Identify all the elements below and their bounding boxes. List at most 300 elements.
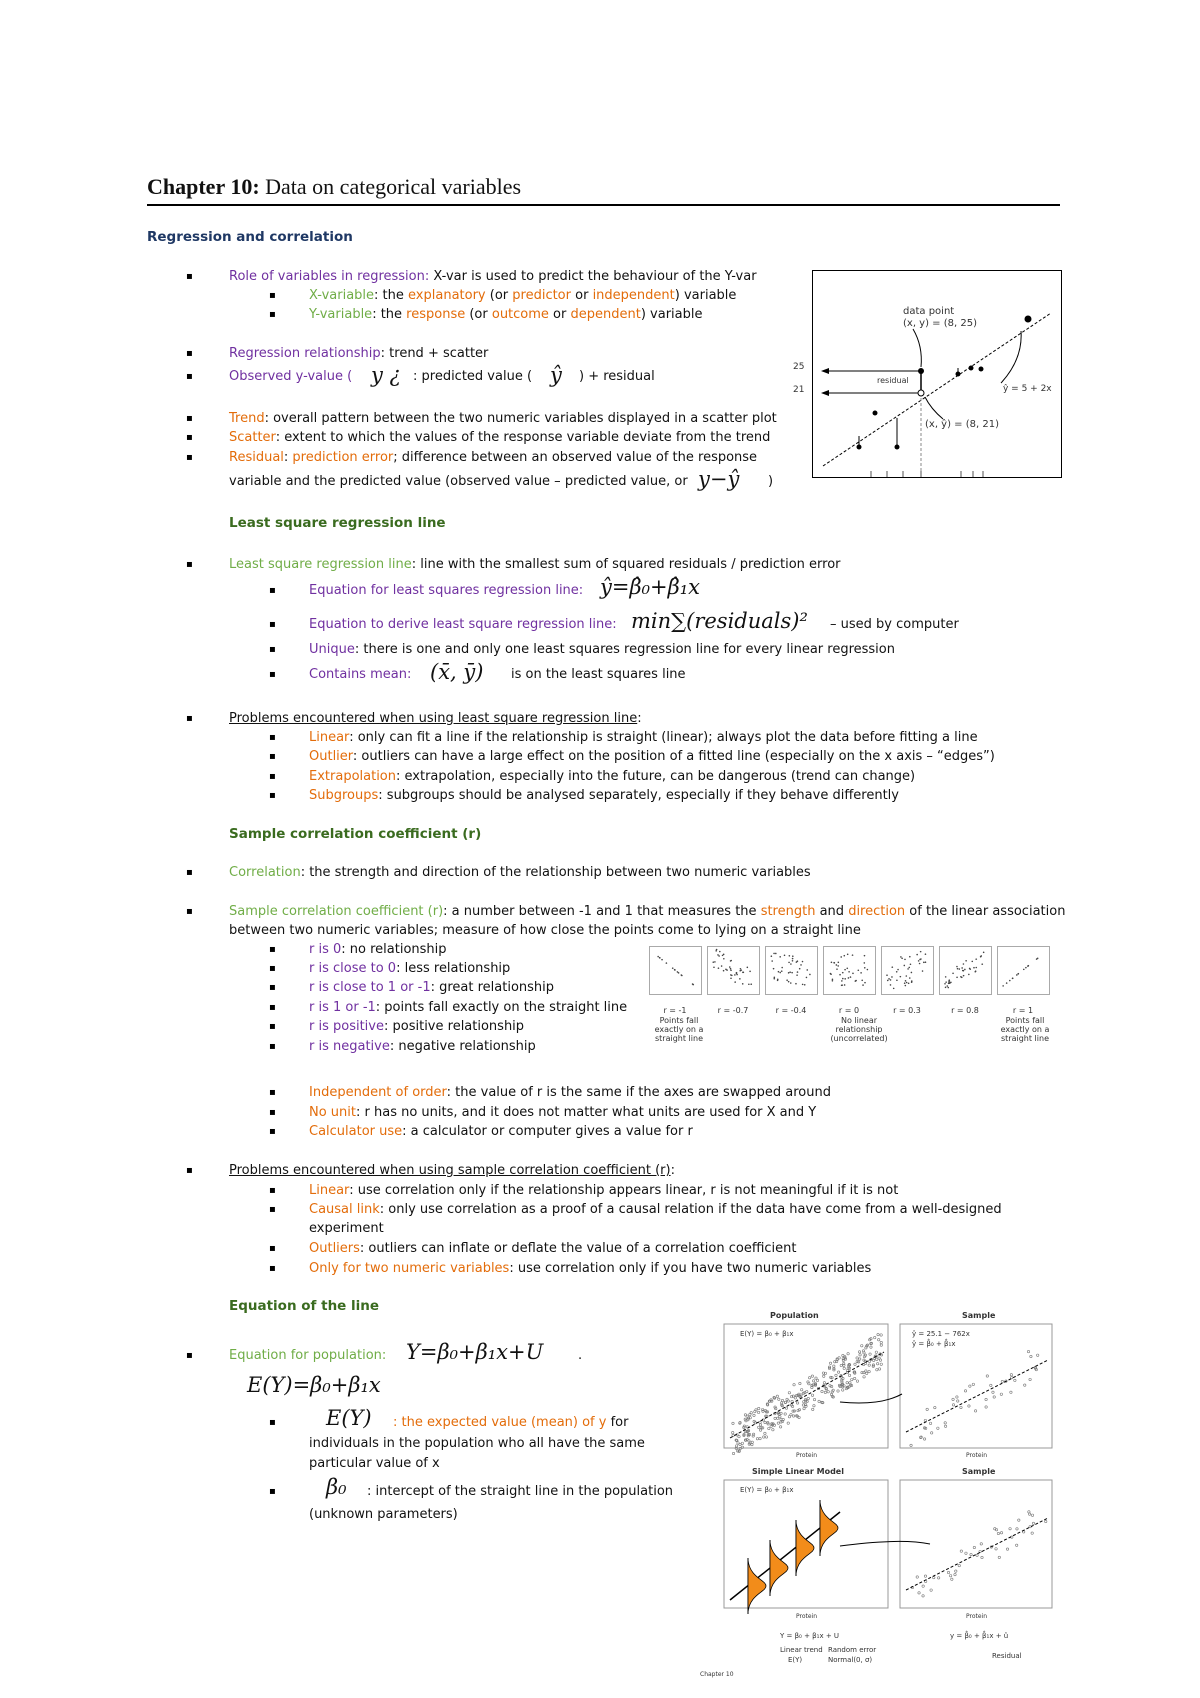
corr-point [964, 969, 966, 971]
corr-point [906, 975, 908, 977]
corr-point [980, 955, 982, 957]
corr-point [891, 966, 893, 968]
scatter-point [873, 411, 878, 416]
corr-point [1006, 982, 1008, 984]
corr-point [903, 965, 905, 967]
observed-mid-text: : predicted value ( [413, 369, 533, 384]
corr-point [1012, 978, 1014, 980]
corr-point [731, 975, 733, 977]
ey-line2: individuals in the population who all have the same [309, 1436, 645, 1451]
corr-point [725, 969, 727, 971]
ey-term-math: E(Y) [326, 1406, 372, 1430]
list-item: ▪ r is close to 1 or -1: great relationship [309, 979, 554, 997]
data-point [918, 368, 924, 374]
corr-point [721, 965, 723, 967]
fig3-xaxis-1: Protein [796, 1452, 818, 1459]
corr-label: r = 0 [838, 1006, 860, 1015]
corr-point [734, 974, 736, 976]
corr-point [968, 974, 970, 976]
corr-point [864, 982, 866, 984]
corr-point [739, 978, 741, 980]
corr-point [797, 971, 799, 973]
corr-point [716, 949, 718, 951]
corr-point [773, 968, 775, 970]
label-arrow [1001, 331, 1021, 383]
corr-point [730, 977, 732, 979]
corr-point [864, 967, 866, 969]
corr-point [843, 955, 845, 957]
corr-point [946, 985, 948, 987]
section-regression: Regression and correlation [147, 229, 353, 245]
corr-point [666, 962, 668, 964]
fig1-line-eq: ŷ = 5 + 2x [1003, 384, 1052, 394]
list-item: ▪ Outlier: outliers can have a large effect on the position of a fitted line (especially on the x axis – “edges”) [309, 748, 995, 766]
corr-point [969, 968, 971, 970]
corr-point [920, 951, 922, 953]
list-item: ▪ Subgroups: subgroups should be analysed separately, especially if they behave differently [309, 787, 899, 805]
corr-point [848, 971, 850, 973]
corr-point [945, 976, 947, 978]
corr-point [790, 982, 792, 984]
pop-equation-math: Y=β₀+β₁x+U [406, 1340, 544, 1364]
corr-label: r = -0.4 [775, 1006, 807, 1015]
corr-point [774, 977, 776, 979]
corr-point [781, 967, 783, 969]
list-item: ▪ Calculator use: a calculator or computer gives a value for r [309, 1123, 693, 1141]
corr-point [832, 978, 834, 980]
scatter-point [732, 1452, 734, 1454]
corr-point [911, 981, 913, 983]
corr-point [890, 984, 892, 986]
corr-point [956, 976, 958, 978]
list-item: ▪ r is close to 0: less relationship [309, 960, 510, 978]
corr-point [800, 964, 802, 966]
corr-point [736, 972, 738, 974]
corr-point [905, 980, 907, 982]
corr-point [867, 969, 869, 971]
residual-figure-svg [813, 271, 1061, 477]
sample2-panel [900, 1480, 1052, 1608]
corr-point [674, 969, 676, 971]
corr-point [747, 967, 749, 969]
corr-point [791, 972, 793, 974]
corr-point [836, 968, 838, 970]
model-figure [700, 1306, 1060, 1682]
corr-point [916, 954, 918, 956]
corr-point [900, 976, 902, 978]
corr-point [748, 983, 750, 985]
corr-point [944, 983, 946, 985]
corr-point [958, 968, 960, 970]
corr-point [846, 967, 848, 969]
corr-panel [998, 947, 1050, 995]
corr-point [945, 981, 947, 983]
corr-point [842, 978, 844, 980]
corr-point [795, 983, 797, 985]
corr-point [792, 955, 794, 957]
corr-point [956, 966, 958, 968]
residual-figure [812, 270, 1062, 478]
corr-point [904, 982, 906, 984]
corr-point [718, 967, 720, 969]
caption-mid: No linear relationship (uncorrelated) [830, 1016, 888, 1043]
corr-point [886, 974, 888, 976]
corr-point [918, 960, 920, 962]
fig3-model-eq: E(Y) = β₀ + β₁x [740, 1486, 794, 1494]
corr-point [796, 974, 798, 976]
list-item [309, 1483, 313, 1501]
corr-point [960, 976, 962, 978]
corr-point [840, 956, 842, 958]
corr-point [896, 971, 898, 973]
fitted-point [918, 390, 924, 396]
corr-point [677, 971, 679, 973]
corr-point [844, 978, 846, 980]
corr-point [792, 960, 794, 962]
corr-point [890, 979, 892, 981]
fig1-y21: 21 [793, 385, 805, 395]
corr-point [962, 970, 964, 972]
label-arrow [925, 397, 943, 419]
ey-line3: particular value of x [309, 1456, 440, 1471]
lsr-derive-math: min∑(residuals)² [631, 609, 808, 633]
fig3-residual: Residual [992, 1652, 1022, 1660]
corr-point [901, 957, 903, 959]
corr-point [657, 956, 659, 958]
list-item: ▪ Equation for least squares regression line: [309, 582, 583, 600]
corr-point [908, 967, 910, 969]
corr-point [789, 955, 791, 957]
corr-point [771, 955, 773, 957]
lsr-mean-text: is on the least squares line [511, 667, 686, 682]
section-least-square: Least square regression line [229, 515, 446, 531]
corr-point [740, 969, 742, 971]
corr-point [847, 954, 849, 956]
corr-point [842, 972, 844, 974]
corr-point [792, 958, 794, 960]
corr-point [788, 962, 790, 964]
list-item: ▪ Correlation: the strength and direction of the relationship between two numeric variables [229, 864, 811, 882]
corr-point [781, 970, 783, 972]
fig3-sample-eq1: ŷ = 25.1 − 762x [912, 1330, 970, 1338]
list-item: ▪ Causal link: only use correlation as a proof of a causal relation if the data have come from a well-designed [309, 1201, 1002, 1219]
fig1-fitted-label: (x, ŷ) = (8, 21) [925, 419, 999, 430]
corr-point [1028, 965, 1030, 967]
corr-point [784, 955, 786, 957]
corr-point [749, 971, 751, 973]
corr-point [714, 961, 716, 963]
corr-point [730, 969, 732, 971]
corr-point [779, 956, 781, 958]
corr-point [802, 984, 804, 986]
corr-point [659, 957, 661, 959]
corr-point [904, 959, 906, 961]
corr-point [908, 982, 910, 984]
corr-point [925, 961, 927, 963]
corr-point [887, 980, 889, 982]
list-item: ▪ Only for two numeric variables: use correlation only if you have two numeric variables [309, 1260, 871, 1278]
corr-point [717, 954, 719, 956]
corr-point [832, 980, 834, 982]
corr-point [838, 962, 840, 964]
corr-point [852, 973, 854, 975]
corr-point [730, 968, 732, 970]
fig3-normal: Normal(0, σ) [828, 1656, 873, 1664]
residual-close: ) [768, 474, 774, 489]
corr-point [862, 984, 864, 986]
corr-point [723, 970, 725, 972]
corr-point [802, 961, 804, 963]
corr-point [834, 962, 836, 964]
corr-point [1016, 974, 1018, 976]
corr-point [836, 964, 838, 966]
corr-point [844, 984, 846, 986]
corr-point [919, 963, 921, 965]
corr-point [844, 969, 846, 971]
x-ticks [871, 471, 983, 477]
fig3-sample2-title: Sample [962, 1467, 996, 1476]
pop-dot: . [578, 1348, 583, 1363]
corr-point [713, 966, 715, 968]
corr-label: r = 0.3 [893, 1006, 921, 1015]
list-item: ▪ Y-variable: the response (or outcome or dependent) variable [309, 306, 702, 324]
fig1-residual-label: residual [877, 376, 909, 385]
corr-point [909, 956, 911, 958]
corr-point [850, 976, 852, 978]
fig3-model-title: Simple Linear Model [752, 1467, 844, 1476]
corr-point [692, 984, 694, 986]
fig3-linear-trend: Linear trend [780, 1646, 823, 1654]
list-item: ▪ Linear: use correlation only if the relationship appears linear, r is not meaningful if it is not [309, 1182, 898, 1200]
corr-point [778, 971, 780, 973]
corr-point [907, 968, 909, 970]
causal-line2: experiment [309, 1221, 384, 1236]
corr-point [973, 967, 975, 969]
corr-point [983, 952, 985, 954]
corr-point [719, 951, 721, 953]
corr-label: r = 0.8 [951, 1006, 979, 1015]
corr-point [948, 980, 950, 982]
corr-point [777, 980, 779, 982]
corr-point [905, 985, 907, 987]
corr-label: r = 1 [1012, 1006, 1034, 1015]
corr-point [773, 953, 775, 955]
corr-point [860, 972, 862, 974]
b0-text: : intercept of the straight line in the population [367, 1484, 674, 1499]
corr-point [790, 963, 792, 965]
corr-point [864, 955, 866, 957]
corr-point [771, 960, 773, 962]
caption-right: Points fall exactly on a straight line [1000, 1016, 1050, 1043]
list-item: ▪ Unique: there is one and only one least squares regression line for every linear regression [309, 641, 895, 659]
correlation-figure [649, 946, 1055, 1056]
fig3-sample-eq2: ŷ = β̂₀ + β̂₁x [912, 1340, 956, 1348]
corr-point [971, 961, 973, 963]
observed-y-math: y ¿ [371, 363, 401, 387]
sample-line2: between two numeric variables; measure of how close the points come to lying on a straight line [229, 923, 861, 938]
corr-panel [824, 947, 876, 995]
lsr-equation-math: ŷ=β̂₀+β̂₁x [600, 575, 701, 599]
corr-point [672, 967, 674, 969]
fig3-population-title: Population [770, 1311, 819, 1320]
ey-equation-math: E(Y)=β₀+β₁x [247, 1373, 381, 1397]
list-item: ▪ r is positive: positive relationship [309, 1018, 524, 1036]
corr-point [1009, 980, 1011, 982]
corr-label: r = -1 [663, 1006, 687, 1015]
corr-point [779, 972, 781, 974]
corr-point [729, 966, 731, 968]
b0-math: β₀ [326, 1475, 347, 1499]
corr-point [975, 958, 977, 960]
list-item: ▪ Least square regression line: line with the smallest sum of squared residuals / prediction error [229, 556, 841, 574]
corr-point [975, 967, 977, 969]
corr-point [963, 963, 965, 965]
scatter-point [969, 366, 974, 371]
corr-point [896, 979, 898, 981]
fig1-data-point-label: data point [903, 306, 955, 317]
corr-point [740, 968, 742, 970]
list-item: ▪ Problems encountered when using sample correlation coefficient (r): [229, 1162, 675, 1180]
corr-panel [766, 947, 818, 995]
corr-point [742, 983, 744, 985]
corr-panel [708, 947, 760, 995]
page-title: Chapter 10: Data on categorical variables [147, 174, 522, 199]
corr-point [952, 972, 954, 974]
corr-point [712, 961, 714, 963]
corr-point [961, 967, 963, 969]
list-item: ▪ Outliers: outliers can inflate or deflate the value of a correlation coefficient [309, 1240, 797, 1258]
corr-point [1017, 973, 1019, 975]
corr-point [848, 977, 850, 979]
section-equation: Equation of the line [229, 1298, 380, 1314]
corr-point [806, 969, 808, 971]
fig3-xaxis-3: Protein [796, 1613, 818, 1620]
list-item: ▪ r is 1 or -1: points fall exactly on the straight line [309, 999, 627, 1017]
corr-point [861, 979, 863, 981]
corr-point [837, 965, 839, 967]
corr-point [947, 987, 949, 989]
corr-point [1025, 967, 1027, 969]
corr-point [922, 970, 924, 972]
list-item: ▪ Equation for population: [229, 1347, 386, 1365]
corr-point [788, 981, 790, 983]
list-item: ▪ r is negative: negative relationship [309, 1038, 536, 1056]
corr-point [975, 970, 977, 972]
corr-point [804, 984, 806, 986]
corr-point [786, 979, 788, 981]
b0-line2: (unknown parameters) [309, 1507, 458, 1522]
corr-point [981, 963, 983, 965]
corr-point [891, 976, 893, 978]
residual-line2: variable and the predicted value (observed value – predicted value, or [229, 474, 688, 489]
corr-point [809, 974, 811, 976]
list-item: ▪ No unit: r has no units, and it does not matter what units are used for X and Y [309, 1104, 816, 1122]
list-item: ▪ Scatter: extent to which the values of the response variable deviate from the trend [229, 429, 770, 447]
corr-point [799, 968, 801, 970]
corr-point [925, 953, 927, 955]
list-item: ▪ Equation to derive least square regression line: [309, 616, 617, 634]
corr-point [897, 969, 899, 971]
corr-point [965, 960, 967, 962]
corr-point [775, 953, 777, 955]
list-item: ▪ Independent of order: the value of r is the same if the axes are swapped around [309, 1084, 831, 1102]
label-arrow [913, 329, 921, 367]
fig3-random-error: Random error [828, 1646, 877, 1654]
corr-point [841, 984, 843, 986]
corr-point [945, 987, 947, 989]
corr-point [950, 982, 952, 984]
corr-point [831, 961, 833, 963]
model-figure-svg [700, 1306, 1060, 1682]
corr-point [1023, 969, 1025, 971]
corr-point [661, 959, 663, 961]
corr-point [1002, 985, 1004, 987]
corr-point [773, 978, 775, 980]
arrowhead [821, 368, 829, 374]
corr-point [681, 975, 683, 977]
list-item: ▪ Extrapolation: extrapolation, especially into the future, can be dangerous (trend can change) [309, 768, 915, 786]
corr-point [723, 958, 725, 960]
list-item: ▪ Linear: only can fit a line if the relationship is straight (linear); always plot the data before fitting a line [309, 729, 978, 747]
fig1-data-point-xy: (x, y) = (8, 25) [903, 318, 977, 329]
corr-point [911, 972, 913, 974]
list-item: ▪ Contains mean: [309, 666, 411, 684]
list-item: ▪ Residual: prediction error; difference between an observed value of the response [229, 449, 757, 467]
corr-point [963, 975, 965, 977]
list-item: ▪ Observed y-value ( [229, 368, 352, 386]
corr-label: r = -0.7 [717, 1006, 749, 1015]
corr-point [923, 962, 925, 964]
residual-math: y−ŷ [698, 467, 740, 491]
list-item: ▪ Sample correlation coefficient (r): a number between -1 and 1 that measures the strength and direction of the linear association [229, 903, 1065, 921]
corr-point [906, 982, 908, 984]
corr-point [788, 972, 790, 974]
scatter-point [979, 367, 984, 372]
corr-point [1036, 958, 1038, 960]
list-item: ▪ Problems encountered when using least square regression line: [229, 710, 642, 728]
corr-point [957, 968, 959, 970]
correlation-panels-svg [649, 946, 1055, 1000]
scatter-point [1025, 316, 1032, 323]
list-item [309, 1414, 313, 1432]
section-sample-corr: Sample correlation coefficient (r) [229, 826, 482, 842]
corr-point [888, 978, 890, 980]
fig3-sample-title: Sample [962, 1311, 996, 1320]
list-item: ▪ Trend: overall pattern between the two numeric variables displayed in a scatter plot [229, 410, 777, 428]
corr-point [730, 960, 732, 962]
corr-point [796, 961, 798, 963]
corr-point [855, 980, 857, 982]
fig3-residual-eq: y = β̂₀ + β̂₁x + û [950, 1632, 1009, 1640]
corr-panel [940, 947, 992, 995]
fig1-y25: 25 [793, 362, 805, 372]
corr-point [742, 972, 744, 974]
lsr-derive-note: – used by computer [830, 617, 959, 632]
corr-point [893, 988, 895, 990]
corr-point [750, 983, 752, 985]
corr-point [723, 954, 725, 956]
fig3-bottom-eq: Y = β₀ + β₁x + U [780, 1632, 840, 1640]
lsr-mean-math: (x̄, ȳ) [430, 660, 484, 684]
corr-point [900, 956, 902, 958]
title-rule [147, 204, 1060, 206]
fig3-xaxis-2: Protein [966, 1452, 988, 1459]
corr-point [841, 980, 843, 982]
fig3-ey: E(Y) [788, 1656, 803, 1664]
corr-point [830, 973, 832, 975]
list-item: ▪ X-variable: the explanatory (or predictor or independent) variable [309, 287, 736, 305]
corr-point [909, 977, 911, 979]
